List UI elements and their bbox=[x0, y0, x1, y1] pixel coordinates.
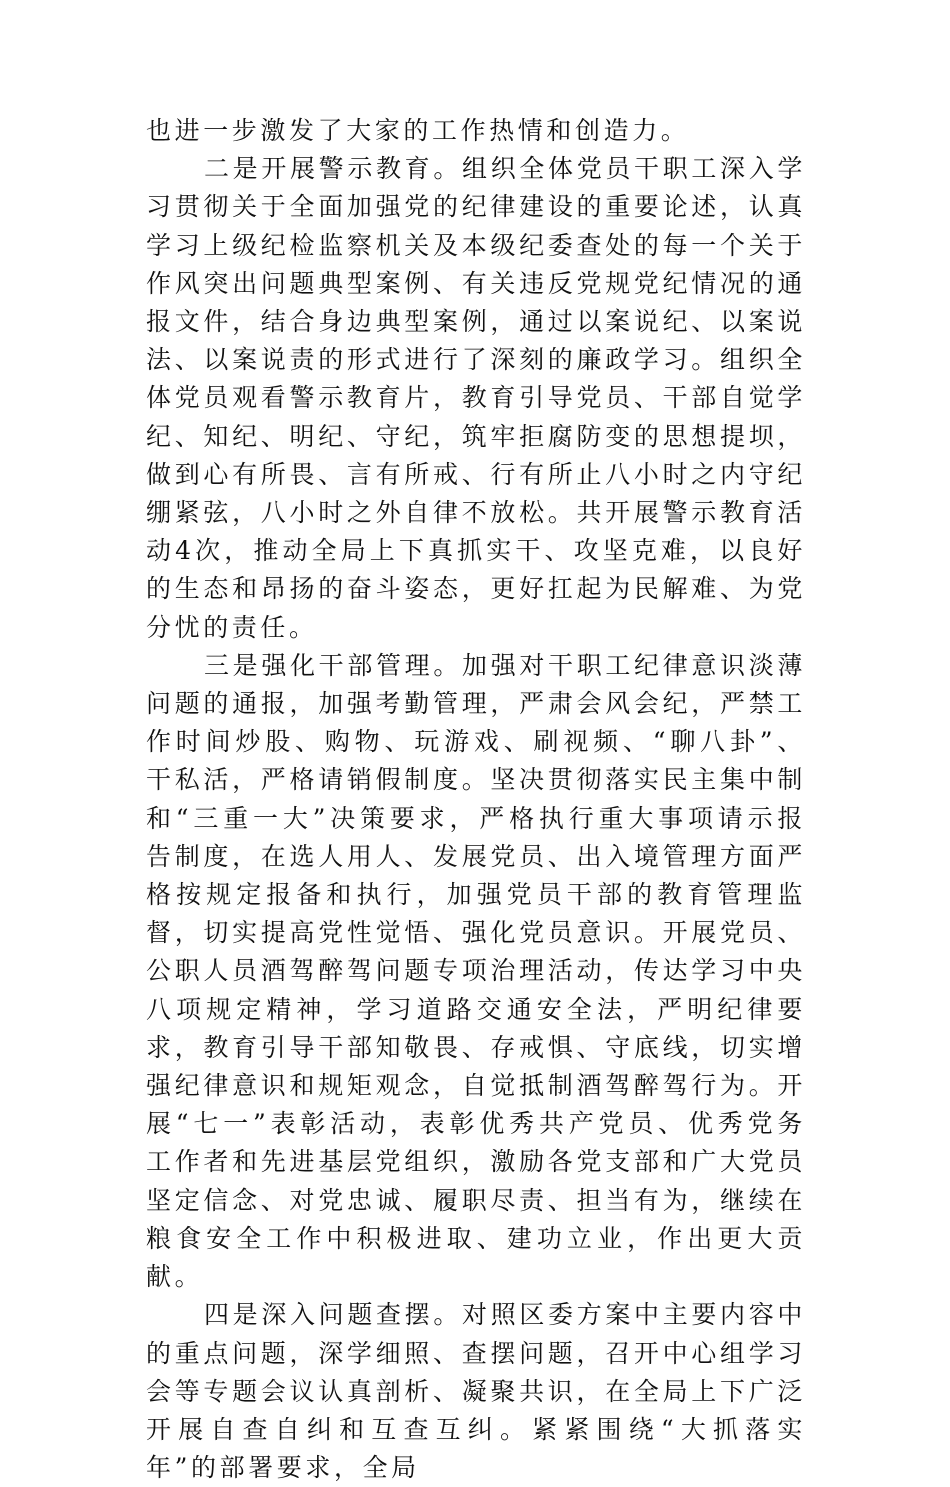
document-body bbox=[146, 112, 806, 1487]
paragraph-continuation: 也进一步激发了大家的工作热情和创造力。 bbox=[146, 116, 690, 145]
paragraph-cadre-management: 三是强化干部管理。加强对干职工纪律意识淡薄问题的通报，加强考勤管理，严肃会风会纪，严禁工作时间炒股、购物、玩游戏、刷视频、“聊八卦”、干私活，严格请销假制度。坚决贯彻落实民主集中制和“三重一大”决策要求，严格执行重大事项请示报告制度，在选人用人、发展党员、出入境管理方面严格按规定报备和执行，加强党员干部的教育管理监督，切实提高党性觉悟、强化党员意识。开展党员、公职人员酒驾醉驾问题专项治理活动，传达学习中央八项规定精神，学习道路交通安全法，严明纪律要求，教育引导干部知敬畏、存戒惧、守底线，切实增强纪律意识和规矩观念，自觉抵制酒驾醉驾行为。开展“七一”表彰活动，表彰优秀共产党员、优秀党务工作者和先进基层党组织，激励各党支部和广大党员坚定信念、对党忠诚、履职尽责、担当有为，继续在粮食安全工作中积极进取、建功立业，作出更大贡献。 bbox=[146, 650, 806, 1292]
paragraph-warning-education: 二是开展警示教育。组织全体党员干职工深入学习贯彻关于全面加强党的纪律建设的重要论述，认真学习上级纪检监察机关及本级纪委查处的每一个关于作风突出问题典型案例、有关违反党规党纪情况的通报文件，结合身边典型案例，通过以案说纪、以案说法、以案说责的形式进行了深刻的廉政学习。组织全体党员观看警示教育片，教育引导党员、干部自觉学纪、知纪、明纪、守纪，筑牢拒腐防变的思想提坝，做到心有所畏、言有所戒、行有所止八小时之内守纪绷紧弦，八小时之外自律不放松。共开展警示教育活动4次，推动全局上下真抓实干、攻坚克难，以良好的生态和昂扬的奋斗姿态，更好扛起为民解难、为党分忧的责任。 bbox=[146, 154, 806, 642]
paragraph-problem-review: 四是深入问题查摆。对照区委方案中主要内容中的重点问题，深学细照、查摆问题，召开中心组学习会等专题会议认真剖析、凝聚共识，在全局上下广泛开展自查自纠和互查互纠。紧紧围绕“大抓落实年”的部署要求，全局 bbox=[146, 1300, 806, 1483]
